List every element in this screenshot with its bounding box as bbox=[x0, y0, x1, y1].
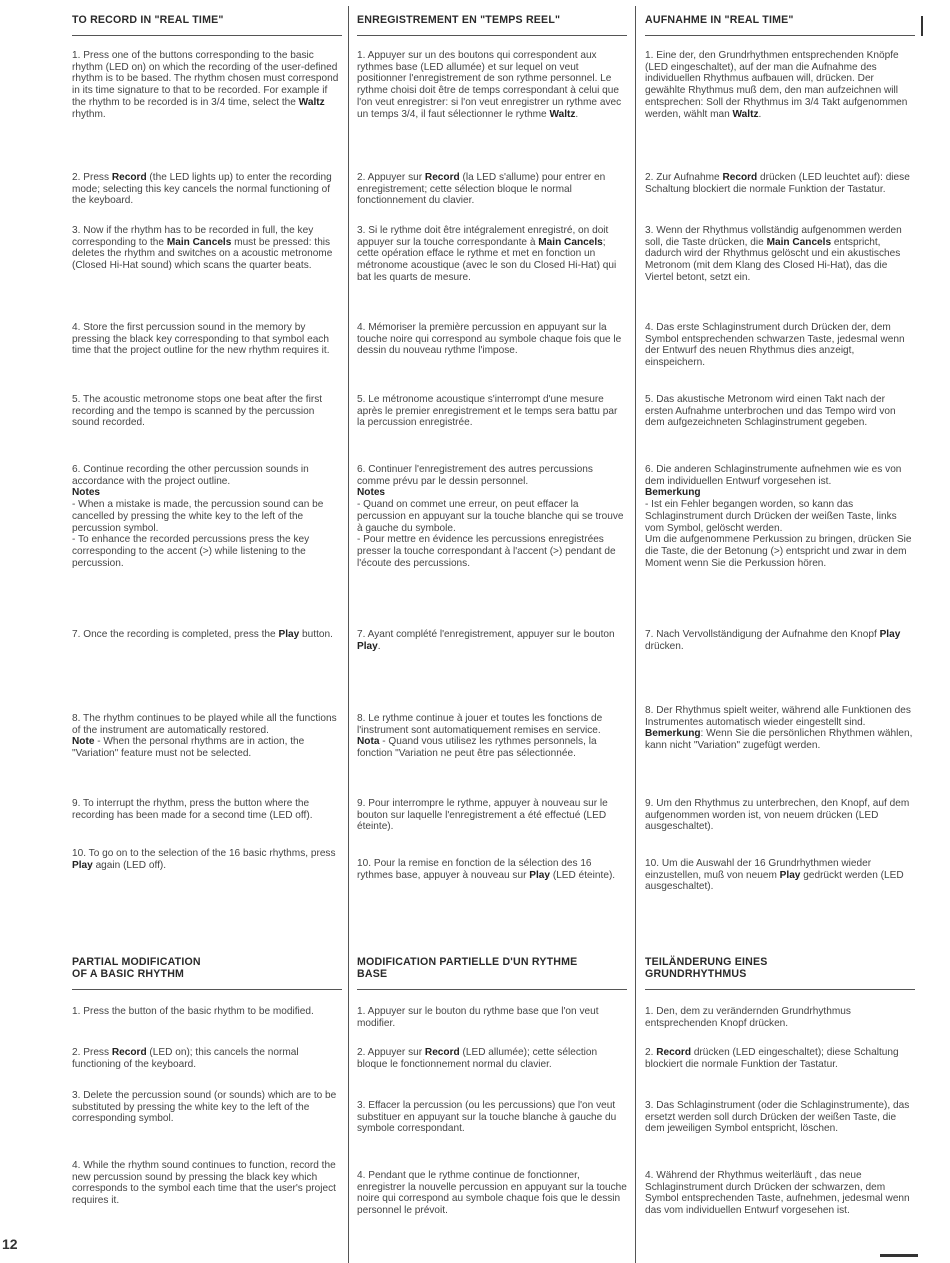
corner-mark bbox=[880, 1254, 918, 1257]
step-7: 7. Nach Vervollständigung der Aufnahme den Knopf Play drücken. bbox=[645, 629, 901, 652]
step-9: 9. Um den Rhythmus zu unterbrechen, den Knopf, auf dem aufgenommen worden ist, von neuem drücken (LED ausgeschaltet). bbox=[645, 798, 910, 833]
step-2: 2. Press Record (the LED lights up) to enter the recording mode; selecting this key cancels the normal functioning of the keyboard. bbox=[72, 172, 332, 207]
mod-step-1: 1. Appuyer sur le bouton du rythme base que l'on veut modifier. bbox=[357, 1006, 599, 1029]
step-1: 1. Press one of the buttons corresponding to the basic rhythm (LED on) on which the recording of the user-defined rhythm is to be based. The rhythm chosen must correspond in its time signature to that to be recorded. For example if the rhythm to be recorded is in 3/4 time, select the Waltz rhythm. bbox=[72, 50, 339, 120]
notes-label: Bemerkung bbox=[645, 487, 701, 499]
section-title: ENREGISTREMENT EN "TEMPS REEL" bbox=[357, 14, 627, 36]
section-title-2: MODIFICATION PARTIELLE D'UN RYTHME BASE bbox=[357, 956, 627, 990]
english-column bbox=[72, 0, 342, 1263]
mod-step-1: 1. Den, dem zu verändernden Grundrhythmus entsprechenden Knopf drücken. bbox=[645, 1006, 851, 1029]
column-divider bbox=[348, 6, 349, 1263]
mod-step-2: 2. Appuyer sur Record (LED allumée); cette sélection bloque le fonctionnement normal du clavier. bbox=[357, 1047, 598, 1070]
step-1: 1. Eine der, den Grundrhythmen entsprechenden Knöpfe (LED eingeschaltet), auf der man die Aufnahme des individuellen Rhythmus aufbauen will, drücken. Der gewählte Rhythmus muß dem, den man aufzeichnen will entsprechen: Soll der Rhythmus im 3/4 Takt aufgenommen werden, wählt man Waltz. bbox=[645, 50, 908, 120]
step-9: 9. To interrupt the rhythm, press the button where the recording has been made for a second time (LED off). bbox=[72, 798, 313, 821]
german-column bbox=[645, 0, 915, 1263]
mod-step-2: 2. Press Record (LED on); this cancels the normal functioning of the keyboard. bbox=[72, 1047, 299, 1070]
section-title: TO RECORD IN "REAL TIME" bbox=[72, 14, 342, 36]
step-5: 5. The acoustic metronome stops one beat after the first recording and the tempo is scanned by the percussion sound recorded. bbox=[72, 394, 323, 429]
step-7: 7. Ayant complété l'enregistrement, appuyer sur le bouton Play. bbox=[357, 629, 615, 652]
step-4: 4. Store the first percussion sound in the memory by pressing the black key corresponding to that symbol each time that the project outline for the new rhythm requires it. bbox=[72, 322, 330, 357]
step-5: 5. Das akustische Metronom wird einen Takt nach der ersten Aufnahme unterbrochen und das Tempo wird von dem aufgezeichneten Schlaginstrument gegeben. bbox=[645, 394, 896, 429]
step-8: 8. Le rythme continue à jouer et toutes les fonctions de l'instrument sont automatiquement remises en service. Nota - Quand vous utilisez les rythmes personnels, la fonction "Variation ne peut être pas sélectionnée. bbox=[357, 713, 603, 760]
step-8: 8. The rhythm continues to be played while all the functions of the instrument are automatically restored. Note - When the personal rhythms are in action, the "Variation" feature must not be selected. bbox=[72, 713, 337, 760]
step-2: 2. Appuyer sur Record (la LED s'allume) pour entrer en enregistrement; cette sélection bloque le normal fonctionnement du clavier. bbox=[357, 172, 606, 207]
mod-step-4: 4. Pendant que le rythme continue de fonctionner, enregistrer la nouvelle percussion en appuyant sur la touche noire qui correspond au symbole chaque fois que le dessin personnel le prévoit. bbox=[357, 1170, 627, 1217]
section-title-2: PARTIAL MODIFICATION OF A BASIC RHYTHM bbox=[72, 956, 342, 990]
step-2: 2. Zur Aufnahme Record drücken (LED leuchtet auf): diese Schaltung blockiert die normale Funktion der Tastatur. bbox=[645, 172, 910, 195]
notes-label: Notes bbox=[72, 487, 101, 499]
step-3: 3. Wenn der Rhythmus vollständig aufgenommen werden soll, die Taste drücken, die Main Cancels entspricht, dadurch wird der Rhythmus gelöscht und ein akustisches Metronom (mit dem Klang des Closed Hi-Hat), das die Viertel betont, setzt ein. bbox=[645, 225, 902, 283]
mod-step-3: 3. Das Schlaginstrument (oder die Schlaginstrumente), das ersetzt werden soll durch Drücken der weißen Taste, die dem jeweiligen Symbol entspricht, löschen. bbox=[645, 1100, 910, 1135]
section-title: AUFNAHME IN "REAL TIME" bbox=[645, 14, 915, 36]
step-6: 6. Continuer l'enregistrement des autres percussions comme prévu par le dessin personnel. Notes - Quand on commet une erreur, on peut effacer la percussion en appuyant sur la touche blanche qui se trouve à gauche du symbole. - Pour mettre en évidence les percussions enregistrées presser la touche correspondant à l'accent (>) pendant de l'écoute des percussions. bbox=[357, 464, 627, 569]
mod-step-3: 3. Delete the percussion sound (or sounds) which are to be substituted by pressing the white key to the left of the corresponding symbol. bbox=[72, 1090, 337, 1125]
mod-step-3: 3. Effacer la percussion (ou les percussions) que l'on veut substituer en appuyant sur la touche blanche à gauche du symbole correspondant. bbox=[357, 1100, 617, 1135]
step-7: 7. Once the recording is completed, press the Play button. bbox=[72, 629, 333, 640]
step-9: 9. Pour interrompre le rythme, appuyer à nouveau sur le bouton sur laquelle l'enregistrement a été effectué (LED éteinte). bbox=[357, 798, 608, 833]
column-divider bbox=[635, 6, 636, 1263]
mod-step-4: 4. While the rhythm sound continues to function, record the new percussion sound by pressing the black key which corresponds to the symbol each time that the user's project requires it. bbox=[72, 1160, 336, 1207]
section-title-2: TEILÄNDERUNG EINES GRUNDRHYTHMUS bbox=[645, 956, 915, 990]
step-10: 10. Pour la remise en fonction de la sélection des 16 rythmes base, appuyer à nouveau sur Play (LED éteinte). bbox=[357, 858, 616, 881]
step-4: 4. Mémoriser la première percussion en appuyant sur la touche noire qui correspond au symbole chaque fois que le dessin du nouveau rythme l'impose. bbox=[357, 322, 622, 357]
step-5: 5. Le métronome acoustique s'interrompt d'une mesure après le premier enregistrement et le temps sera battu par la percussion enregistrée. bbox=[357, 394, 618, 429]
notes-label: Notes bbox=[357, 487, 386, 499]
step-10: 10. Um die Auswahl der 16 Grundrhythmen wieder einzustellen, muß von neuem Play gedrückt werden (LED ausgeschaltet). bbox=[645, 858, 904, 893]
page-number: 12 bbox=[2, 1236, 18, 1252]
step-6: 6. Continue recording the other percussion sounds in accordance with the project outline. Notes - When a mistake is made, the percussion sound can be cancelled by pressing the white key to the left of the percussion symbol. - To enhance the recorded percussions press the key corresponding to the accent (>) while listening to the percussion. bbox=[72, 464, 342, 569]
column-divider bbox=[921, 16, 923, 36]
step-10: 10. To go on to the selection of the 16 basic rhythms, press Play again (LED off). bbox=[72, 848, 336, 871]
step-4: 4. Das erste Schlaginstrument durch Drücken der, dem Symbol entsprechenden schwarzen Taste, jedesmal wenn der Entwurf des neuen Rhythmus dies anzeigt, einspeichern. bbox=[645, 322, 905, 369]
step-6: 6. Die anderen Schlaginstrumente aufnehmen wie es von dem individuellen Entwurf vorgesehen ist. Bemerkung - Ist ein Fehler begangen worden, so kann das Schlaginstrument durch Drücken der weißen Taste, links vom Symbol, gelöscht werden. Um die aufgenommene Perkussion zu bringen, drücken Sie die Taste, die der Betonung (>) entspricht und zwar in dem Moment wenn Sie die Perkussion hören. bbox=[645, 464, 915, 569]
step-3: 3. Si le rythme doit être intégralement enregistré, on doit appuyer sur la touche correspondante à Main Cancels; cette opération efface le rythme et met en fonction un métronome acoustique (avec le son du Closed Hi-Hat) qui bat les quarts de mesure. bbox=[357, 225, 617, 283]
french-column bbox=[357, 0, 627, 1263]
mod-step-2: 2. Record drücken (LED eingeschaltet); diese Schaltung blockiert die normale Funktion der Tastatur. bbox=[645, 1047, 899, 1070]
mod-step-4: 4. Während der Rhythmus weiterläuft , das neue Schlaginstrument durch Drücken der schwarzen, dem Symbol entsprechenden Taste, aufnehmen, jedesmal wenn das vom individuellen Entwurf vorgesehen ist. bbox=[645, 1170, 910, 1217]
step-3: 3. Now if the rhythm has to be recorded in full, the key corresponding to the Main Cancels must be pressed: this deletes the rhythm and switches on a acoustic metronome (Closed Hi-Hat sound) which scans the quarter beats. bbox=[72, 225, 333, 272]
step-1: 1. Appuyer sur un des boutons qui correspondent aux rythmes base (LED allumée) et sur lequel on veut positionner l'enregistrement de son rythme personnel. Le rythme choisi doit être de temps correspondant à celui que l'on veut enregistrer: si l'on veut enregistrer un rythme avec un temps 3/4, il faut sélectionner le rythme Waltz. bbox=[357, 50, 622, 120]
step-8: 8. Der Rhythmus spielt weiter, während alle Funktionen des Instrumentes automatisch wieder eingestellt sind. Bemerkung: Wenn Sie die persönlichen Rhythmen wählen, kann nicht "Variation" zugefügt werden. bbox=[645, 705, 913, 752]
mod-step-1: 1. Press the button of the basic rhythm to be modified. bbox=[72, 1006, 314, 1017]
